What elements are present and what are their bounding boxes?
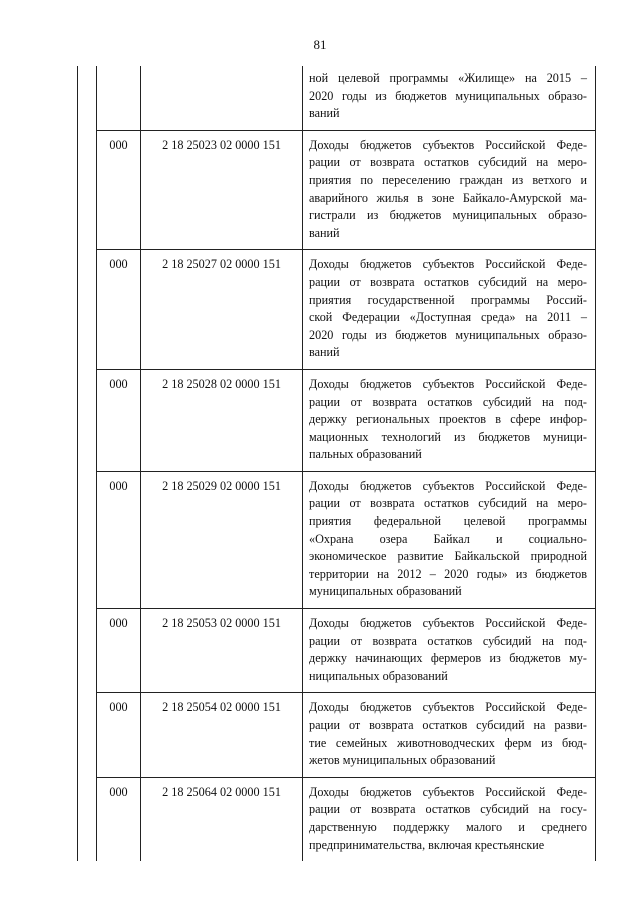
income-name-line: Доходы бюджетов субъектов Российской Феде- — [309, 616, 587, 631]
income-name-cell — [303, 369, 596, 471]
income-name-line: мационных технологий из бюджетов муници- — [309, 429, 587, 444]
classification-code-cell: 2 18 25053 02 0000 151 — [141, 609, 303, 693]
income-name-cell — [303, 609, 596, 693]
income-name-line: ной целевой программы «Жилище» на 2015 – — [309, 71, 587, 85]
income-name-line: рации от возврата остатков субсидий на госу- — [309, 802, 587, 817]
table-row — [78, 777, 596, 861]
income-name-line: пальных образований — [309, 447, 422, 462]
classification-code-cell — [141, 66, 303, 130]
income-name-line: «Охрана озера Байкал и социально- — [309, 531, 587, 546]
margin-cell — [78, 471, 97, 608]
income-name-line: рации от возврата остатков субсидий на под- — [309, 633, 587, 648]
classification-code-cell: 2 18 25064 02 0000 151 — [141, 777, 303, 861]
classification-code-cell: 2 18 25028 02 0000 151 — [141, 369, 303, 471]
income-name-cell — [303, 471, 596, 608]
admin-code-cell: 000 — [97, 777, 141, 861]
table-row — [78, 66, 596, 130]
margin-cell — [78, 369, 97, 471]
income-name-line: дарственную поддержку малого и среднего — [309, 819, 587, 834]
income-name-line: рации от возврата остатков субсидий на меро- — [309, 155, 587, 170]
income-name-cell — [303, 250, 596, 370]
income-name-line: Доходы бюджетов субъектов Российской Феде- — [309, 376, 587, 391]
income-name-line: ниципальных образований — [309, 668, 448, 683]
income-name-line: территории на 2012 – 2020 годы» из бюджетов — [309, 566, 587, 581]
income-name-line: ваний — [309, 106, 340, 121]
income-name-line: ваний — [309, 345, 340, 360]
classification-code-cell: 2 18 25029 02 0000 151 — [141, 471, 303, 608]
admin-code-cell: 000 — [97, 369, 141, 471]
classification-code-cell: 2 18 25054 02 0000 151 — [141, 693, 303, 777]
income-name-line: рации от возврата остатков субсидий на под- — [309, 394, 587, 409]
income-name-line: рации от возврата остатков субсидий на меро- — [309, 274, 587, 289]
margin-cell — [78, 66, 97, 130]
income-name-cell — [303, 693, 596, 777]
income-name-line: экономическое развитие Байкальской природной — [309, 549, 587, 564]
income-name-line: тие семейных животноводческих ферм из бюд- — [309, 735, 587, 750]
income-name-line: Доходы бюджетов субъектов Российской Феде- — [309, 784, 587, 799]
classification-code-cell: 2 18 25023 02 0000 151 — [141, 130, 303, 250]
income-name-line: рации от возврата остатков субсидий на меро- — [309, 496, 587, 511]
margin-cell — [78, 250, 97, 370]
margin-cell — [78, 693, 97, 777]
admin-code-cell: 000 — [97, 130, 141, 250]
table-row — [78, 369, 596, 471]
income-name-line: аварийного жилья в зоне Байкало-Амурской ма- — [309, 190, 587, 205]
income-name-line: ваний — [309, 225, 340, 240]
income-name-line: ской Федерации «Доступная среда» на 2011 – — [309, 310, 587, 325]
income-name-line: 2020 годы из бюджетов муниципальных образо- — [309, 88, 587, 103]
income-name-line: рации от возврата остатков субсидий на разви- — [309, 718, 587, 732]
margin-cell — [78, 130, 97, 250]
admin-code-cell — [97, 66, 141, 130]
income-name-line: Доходы бюджетов субъектов Российской Феде- — [309, 257, 587, 272]
table-row — [78, 471, 596, 608]
income-name-line: Доходы бюджетов субъектов Российской Феде- — [309, 478, 587, 493]
table-body — [78, 66, 596, 861]
income-name-line: предпринимательства, включая крестьянские — [309, 837, 545, 852]
income-name-line: приятия государственной программы Россий- — [309, 292, 587, 307]
classification-code-cell: 2 18 25027 02 0000 151 — [141, 250, 303, 370]
income-name-line: Доходы бюджетов субъектов Российской Феде- — [309, 700, 587, 715]
income-name-line: держку начинающих фермеров из бюджетов му- — [309, 651, 587, 666]
income-name-cell — [303, 777, 596, 861]
table-row — [78, 609, 596, 693]
income-name-line: приятия по переселению граждан из ветхого и — [309, 172, 587, 187]
income-name-line: 2020 годы из бюджетов муниципальных образо- — [309, 327, 587, 342]
income-name-line: гистрали из бюджетов муниципальных образо- — [309, 208, 587, 223]
income-name-line: жетов муниципальных образований — [309, 753, 496, 768]
income-name-line: приятия федеральной целевой программы — [309, 514, 587, 529]
table-row — [78, 250, 596, 370]
income-name-line: муниципальных образований — [309, 584, 462, 599]
margin-cell — [78, 777, 97, 861]
admin-code-cell: 000 — [97, 609, 141, 693]
table-row — [78, 693, 596, 777]
admin-code-cell: 000 — [97, 693, 141, 777]
admin-code-cell: 000 — [97, 471, 141, 608]
table-row — [78, 130, 596, 250]
income-name-cell — [303, 66, 596, 130]
admin-code-cell: 000 — [97, 250, 141, 370]
income-name-line: держку региональных проектов в сфере инфор- — [309, 412, 587, 427]
margin-cell — [78, 609, 97, 693]
budget-codes-table — [77, 66, 596, 861]
income-name-cell — [303, 130, 596, 250]
income-name-line: Доходы бюджетов субъектов Российской Феде- — [309, 137, 587, 152]
page-number: 81 — [313, 37, 327, 52]
